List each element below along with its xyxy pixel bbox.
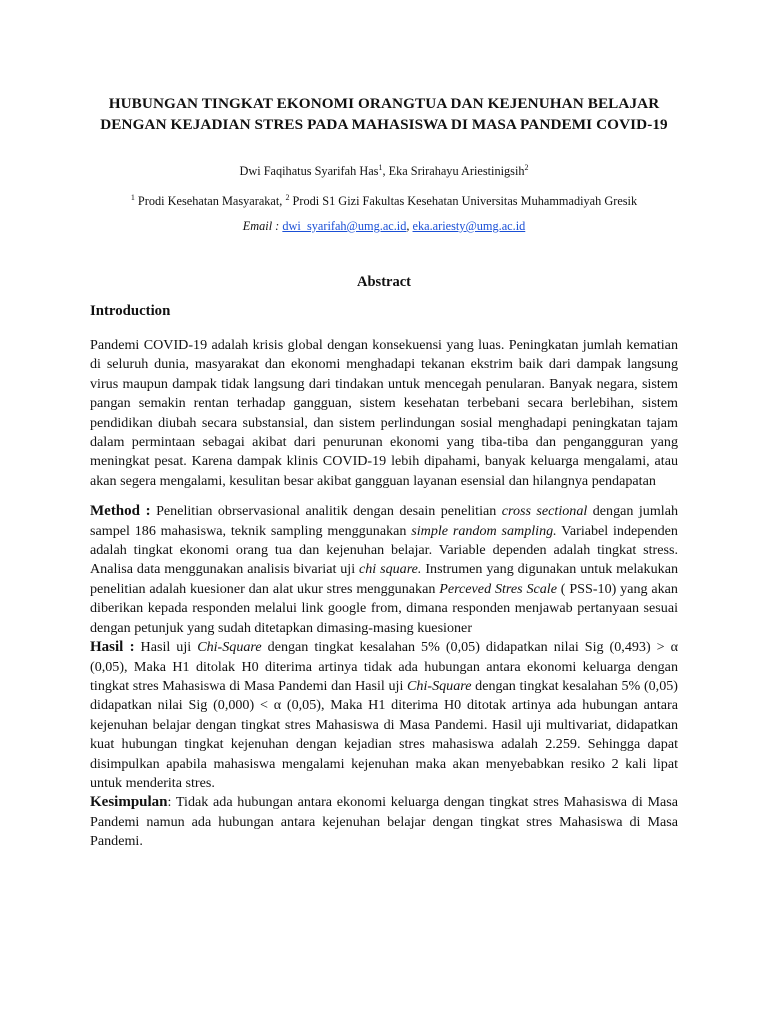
author-1-affil-mark: 1 [378,162,383,172]
kesimpulan-text: : Tidak ada hubungan antara ekonomi keluarga dengan tingkat stres Mahasiswa di Masa Pandemi namun ada hubungan antara kejenuhan belajar dengan tingkat stres Mahasiswa di Masa Pandemi. [90,794,678,850]
hasil-text-2: dengan tingkat kesalahan 5% (0,05) didapatkan nilai Sig (0,493) > α (0,05), Maka H1 ditolak H0 diterima artinya tidak ada hubungan antara ekonomi keluarga dengan tingkat stres Mahasiswa di Masa Pandemi dan Hasil uji [90,639,678,694]
method-term-cross-sectional: cross sectional [501,503,588,520]
email-separator: , [406,219,413,233]
hasil-paragraph [90,638,678,793]
affil-1-mark: 1 [130,192,135,202]
kesimpulan-paragraph [90,793,678,851]
title-line-2: DENGAN KEJADIAN STRES PADA MAHASISWA DI MASA PANDEMI COVID-19 [100,116,668,133]
kesimpulan-label: Kesimpulan [90,794,168,811]
hasil-text-1: Hasil uji [134,639,198,656]
paper-title [90,0,678,135]
affil-1: Prodi Kesehatan Masyarakat, [134,194,286,208]
affil-2: Prodi S1 Gizi Fakultas Kesehatan Universitas Muhammadiyah Gresik [289,194,638,208]
introduction-paragraph: Pandemi COVID-19 adalah krisis global dengan konsekuensi yang luas. Peningkatan jumlah kematian di seluruh dunia, masyarakat dan ekonomi menghadapi tekanan ekstrim baik dari dampak langsung virus maupun dampak tidak langsung dari tindakan untuk mencegah penularan. Banyak negara, sistem pangan semakin rentan terhadap gangguan, sistem kesehatan terbebani secara berlebihan, sistem pendidikan diubah secara substansial, dan sistem perlindungan sosial menghadapi peningkatan tajam dalam permintaan sebagai akibat dari penurunan ekonomi yang tiba-tiba dan pengangguran yang meningkat pesat. Karena dampak klinis COVID-19 lebih dipahami, banyak keluarga mengalami, atau akan segera mengalami, kesulitan besar akibat gangguan layanan esensial dan hilangnya pendapatan [90,337,678,489]
affiliations [90,192,678,210]
email-label: Email : [242,219,283,233]
hasil-term-chi-square-2: Chi-Square [407,677,472,694]
method-text-2: dengan jumlah sampel 186 mahasiswa, teknik sampling menggunakan [90,503,678,539]
method-text-3: Variabel independen adalah tingkat ekonomi orang tua dan kejenuhan belajar. Variable dependen adalah tingkat stress. Analisa data menggunakan analisis bivariat uji [90,522,678,578]
method-term-chi-square: chi square. [359,561,422,578]
introduction-heading: Introduction [90,303,171,319]
email-line [90,217,678,235]
method-text-4: Instrumen yang digunakan untuk melakukan penelitian adalah kuesioner dan alat ukur stres menggunakan [90,561,679,597]
abstract-heading: Abstract [357,274,411,290]
method-term-sampling: simple random sampling. [411,522,557,539]
email-link-2[interactable]: eka.ariesty@umg.ac.id [412,219,526,233]
author-separator: , [382,164,389,178]
author-list [90,162,678,180]
hasil-text-3: dengan tingkat kesalahan 5% (0,05) didapatkan nilai Sig (0,000) < α (0,05), Maka H1 diterima H0 ditotak artinya ada hubungan antara kejenuhan belajar dengan tingkat stres Mahasiswa di Masa Pandemi. Hasil uji multivariat, didapatkan kuat hubungan tingkat kejenuhan dengan kejadian stres mahasiswa adalah 2.259. Sehingga dapat disimpulkan apabila mahasiswa mengalami kejenuhan maka akan menyebabkan resiko 2 kali lipat untuk menderita stres. [90,677,678,791]
affil-2-mark: 2 [285,192,290,202]
author-2: Eka Srirahayu Ariestinigsih [388,164,525,178]
author-1: Dwi Faqihatus Syarifah Has [239,164,379,178]
method-label: Method : [90,503,151,520]
hasil-term-chi-square-1: Chi-Square [197,639,262,656]
method-text-5: ( PSS-10) yang akan diberikan kepada responden melalui link google from, dimana responden menjawab pertanyaan sesuai dengan petunjuk yang sudah ditetapkan dimasing-masing kuesioner [90,580,678,636]
email-link-1[interactable]: dwi_syarifah@umg.ac.id [282,219,407,233]
method-text-1: Penelitian obrservasional analitik dengan desain penelitian [150,503,502,520]
author-2-affil-mark: 2 [524,162,529,172]
method-paragraph [90,502,678,638]
title-line-1: HUBUNGAN TINGKAT EKONOMI ORANGTUA DAN KEJENUHAN BELAJAR [108,95,660,112]
hasil-label: Hasil : [90,639,135,656]
method-term-pss: Perceved Stres Scale [439,580,557,597]
